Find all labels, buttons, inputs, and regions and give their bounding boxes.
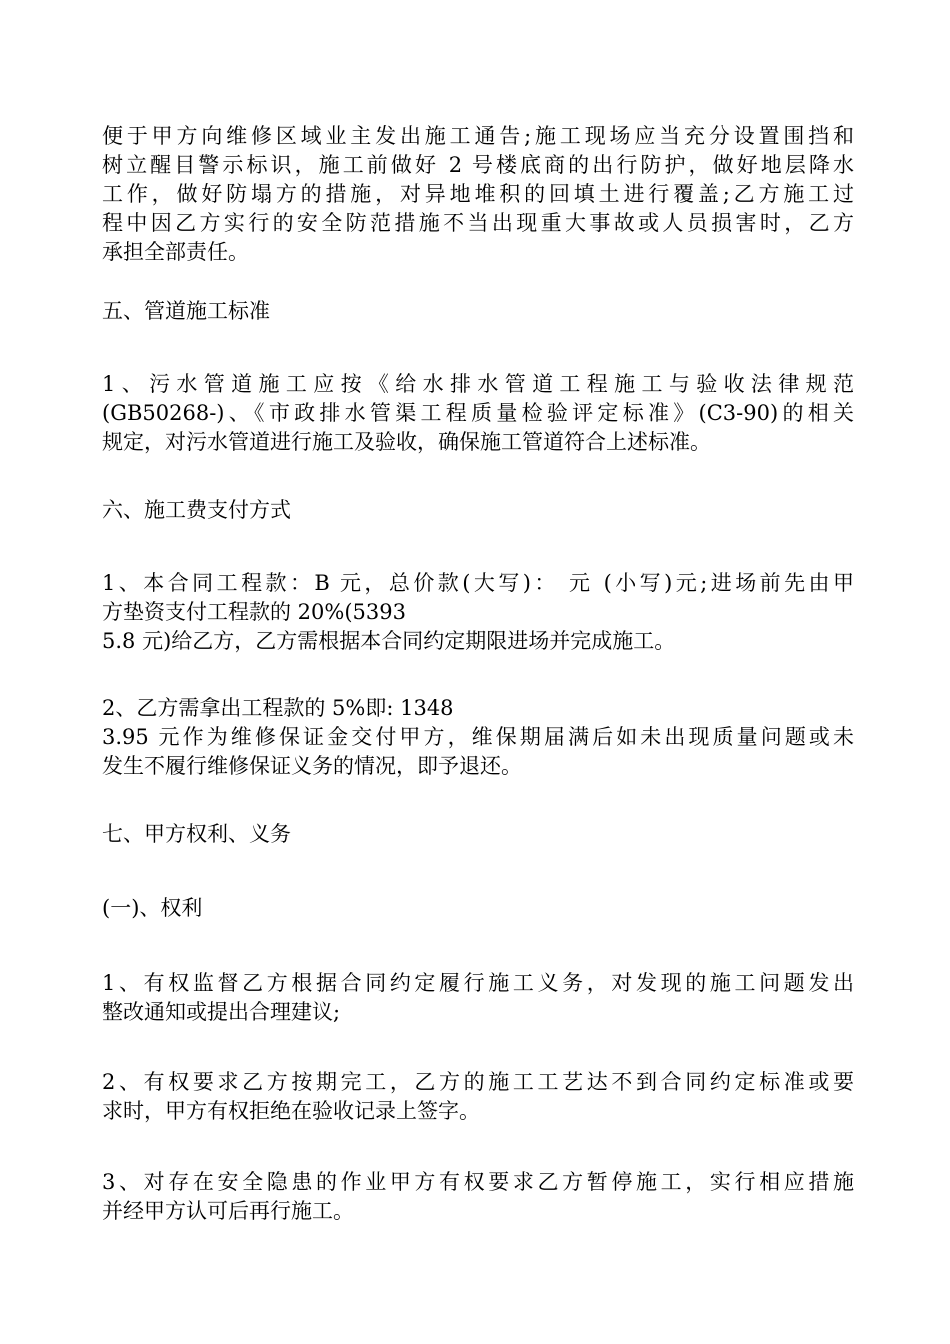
section-heading-5 xyxy=(102,297,854,326)
section-heading-6 xyxy=(102,496,854,525)
heading-text: 五、管道施工标准 xyxy=(102,299,270,323)
text-line: 程中因乙方实行的安全防范措施不当出现重大事故或人员损害时，乙方 xyxy=(102,211,854,235)
text-line: 2、有权要求乙方按期完工，乙方的施工工艺达不到合同约定标准或要 xyxy=(102,1070,854,1094)
paragraph-6-1 xyxy=(102,569,854,656)
text-line: 整改通知或提出合理建议; xyxy=(102,1000,341,1024)
text-line: 并经甲方认可后再行施工。 xyxy=(102,1199,354,1223)
text-line: 求时，甲方有权拒绝在验收记录上签字。 xyxy=(102,1099,480,1123)
text-line: 承担全部责任。 xyxy=(102,240,249,264)
text-line: 1、污水管道施工应按《给水排水管道工程施工与验收法律规范 xyxy=(102,372,854,396)
section-heading-7 xyxy=(102,820,854,849)
heading-text: (一)、权利 xyxy=(102,896,203,920)
text-line: 便于甲方向维修区域业主发出施工通告;施工现场应当充分设置围挡和 xyxy=(102,124,854,148)
text-line: 工作，做好防塌方的措施，对异地堆积的回填土进行覆盖;乙方施工过 xyxy=(102,182,854,206)
paragraph-7-1 xyxy=(102,969,854,1027)
subsection-heading-rights xyxy=(102,894,854,923)
text-line: 规定，对污水管道进行施工及验收，确保施工管道符合上述标准。 xyxy=(102,430,711,454)
heading-text: 七、甲方权利、义务 xyxy=(102,822,291,846)
paragraph-safety-measures xyxy=(102,122,854,267)
text-line: 1、有权监督乙方根据合同约定履行施工义务，对发现的施工问题发出 xyxy=(102,971,854,995)
paragraph-7-2 xyxy=(102,1068,854,1126)
text-line: 1、本合同工程款：B 元，总价款(大写)： 元 (小写)元;进场前先由甲 xyxy=(102,571,854,595)
text-line: 树立醒目警示标识，施工前做好 2 号楼底商的出行防护，做好地层降水 xyxy=(102,153,854,177)
paragraph-7-3 xyxy=(102,1168,854,1226)
heading-text: 六、施工费支付方式 xyxy=(102,498,291,522)
text-line: 5.8 元)给乙方，乙方需根据本合同约定期限进场并完成施工。 xyxy=(102,629,676,653)
text-line: 3、对存在安全隐患的作业甲方有权要求乙方暂停施工，实行相应措施 xyxy=(102,1170,854,1194)
paragraph-5-1 xyxy=(102,370,854,457)
text-line: 发生不履行维修保证义务的情况，即予退还。 xyxy=(102,754,522,778)
paragraph-6-2 xyxy=(102,694,854,781)
text-line: 方垫资支付工程款的 20%(5393 xyxy=(102,600,406,624)
text-line: 2、乙方需拿出工程款的 5%即: 1348 xyxy=(102,696,454,720)
text-line: 3.95 元作为维修保证金交付甲方，维保期届满后如未出现质量问题或未 xyxy=(102,725,854,749)
text-line: (GB50268-)、《市政排水管渠工程质量检验评定标准》(C3-90)的相关 xyxy=(102,401,854,425)
